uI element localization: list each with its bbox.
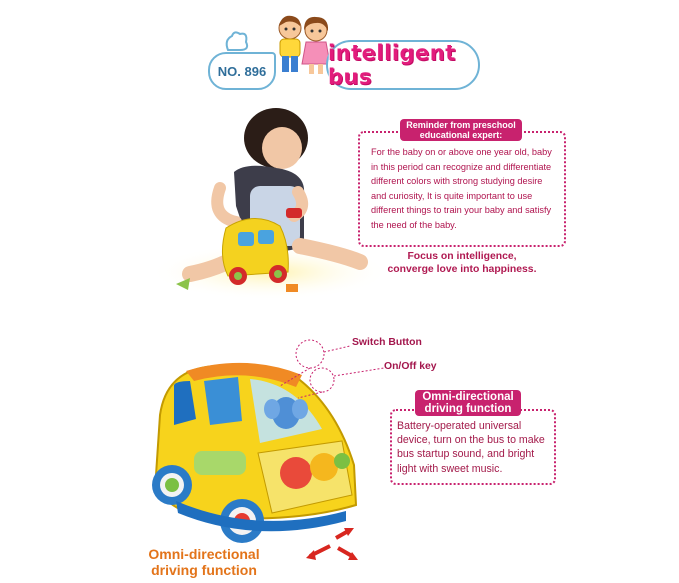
bottom-label-line-2: driving function — [151, 562, 257, 578]
reminder-heading: Reminder from preschool educational expert: — [400, 119, 522, 141]
callout-leader-lines — [240, 336, 400, 416]
product-title: intelligent bus — [328, 41, 456, 89]
switch-button-label: Switch Button — [352, 337, 422, 348]
title-badge — [326, 40, 480, 90]
feature-body: Battery-operated universal device, turn on the bus to make bus startup sound, and bright light with sweet music. — [397, 420, 545, 475]
reminder-body: For the baby on or above one year old, baby in this period can recognize and differentiate different colors with strong studying desire and curiosity, It is quite important to use different things to train your baby and satisfy the need of the baby. — [371, 147, 552, 230]
focus-line-2: converge love into happiness. — [387, 264, 537, 275]
toddler-with-bus-photo — [150, 96, 380, 302]
bottom-feature-label — [144, 546, 264, 578]
onoff-key-label: On/Off key — [384, 361, 437, 372]
model-number: NO. 896 — [217, 63, 267, 79]
focus-line-1: Focus on intelligence, — [407, 251, 517, 262]
flower-icon — [222, 28, 252, 56]
focus-slogan — [372, 250, 552, 276]
direction-arrows-icon — [300, 522, 364, 568]
bottom-label-line-1: Omni-directional — [148, 546, 260, 562]
feature-heading: Omni-directional driving function — [415, 390, 521, 416]
model-number-badge — [208, 52, 276, 90]
